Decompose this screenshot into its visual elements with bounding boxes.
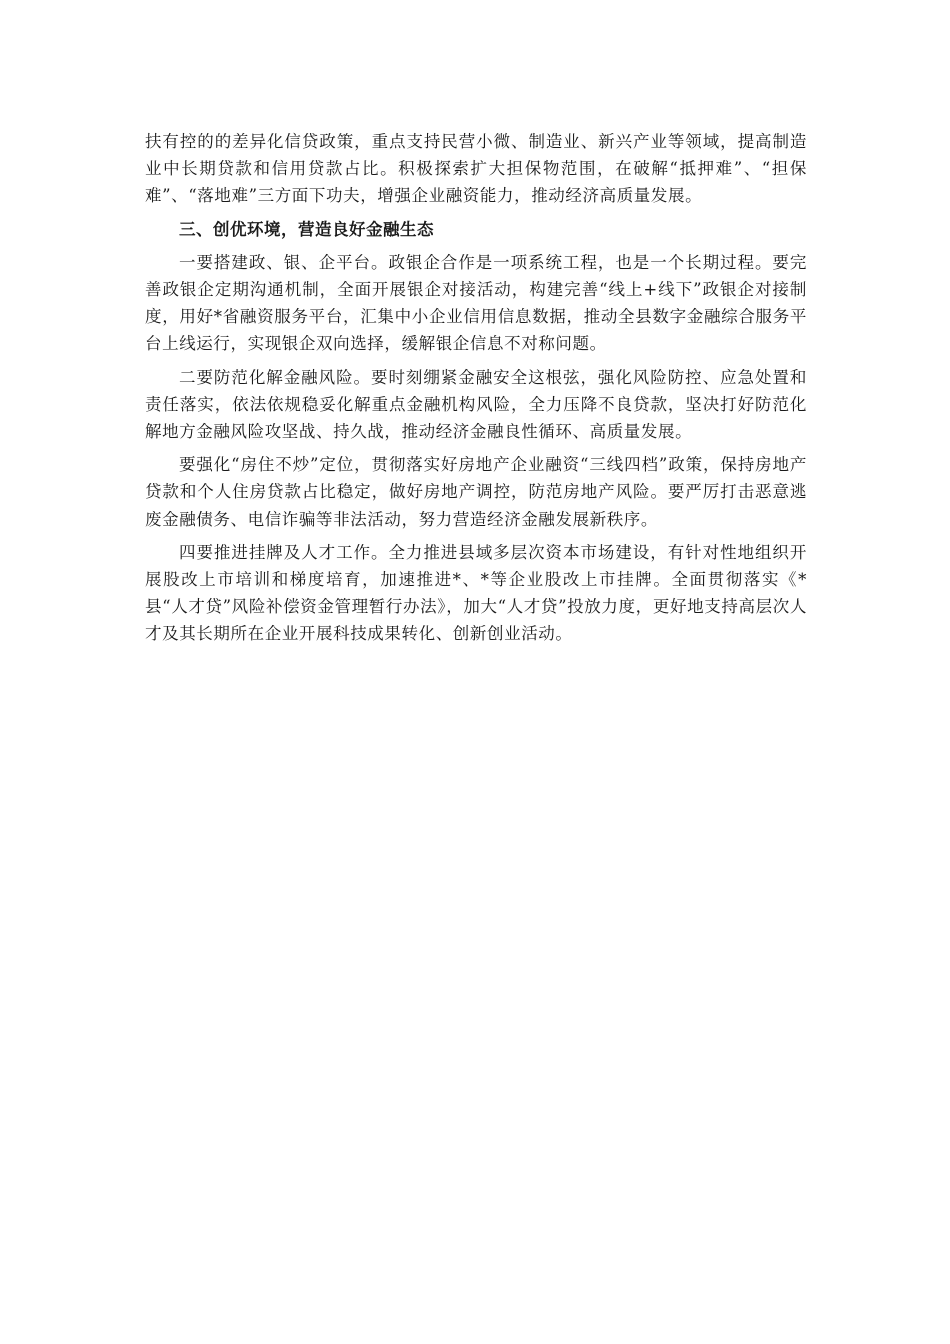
paragraph-risk: 二要防范化解金融风险。要时刻绷紧金融安全这根弦，强化风险防控、应急处置和责任落实，依法依规稳妥化解重点金融机构风险，全力压降不良贷款，坚决打好防范化解地方金融风险攻坚战、持久战，推动经济金融良性循环、高质量发展。 <box>145 367 807 442</box>
paragraph-listing-talent: 四要推进挂牌及人才工作。全力推进县域多层次资本市场建设，有针对性地组织开展股改上市培训和梯度培育，加速推进*、*等企业股改上市挂牌。全面贯彻落实《*县“人才贷”风险补偿资金管理暂行办法》，加大“人才贷”投放力度，更好地支持高层次人才及其长期所在企业开展科技成果转化、创新创业活动。 <box>145 542 807 644</box>
paragraph-continuation: 扶有控的的差异化信贷政策，重点支持民营小微、制造业、新兴产业等领域，提高制造业中长期贷款和信用贷款占比。积极探索扩大担保物范围，在破解“抵押难”、“担保难”、“落地难”三方面下功夫，增强企业融资能力，推动经济高质量发展。 <box>145 132 807 206</box>
document-body <box>145 128 807 654</box>
paragraph-platform: 一要搭建政、银、企平台。政银企合作是一项系统工程，也是一个长期过程。要完善政银企定期沟通机制，全面开展银企对接活动，构建完善“线上+线下”政银企对接制度，用好*省融资服务平台，汇集中小企业信用信息数据，推动全县数字金融综合服务平台上线运行，实现银企双向选择，缓解银企信息不对称问题。 <box>145 252 807 354</box>
section-heading: 三、创优环境，营造良好金融生态 <box>179 219 434 239</box>
paragraph-housing: 要强化“房住不炒”定位，贯彻落实好房地产企业融资“三线四档”政策，保持房地产贷款和个人住房贷款占比稳定，做好房地产调控，防范房地产风险。要严厉打击恶意逃废金融债务、电信诈骗等非法活动，努力营造经济金融发展新秩序。 <box>145 455 807 529</box>
